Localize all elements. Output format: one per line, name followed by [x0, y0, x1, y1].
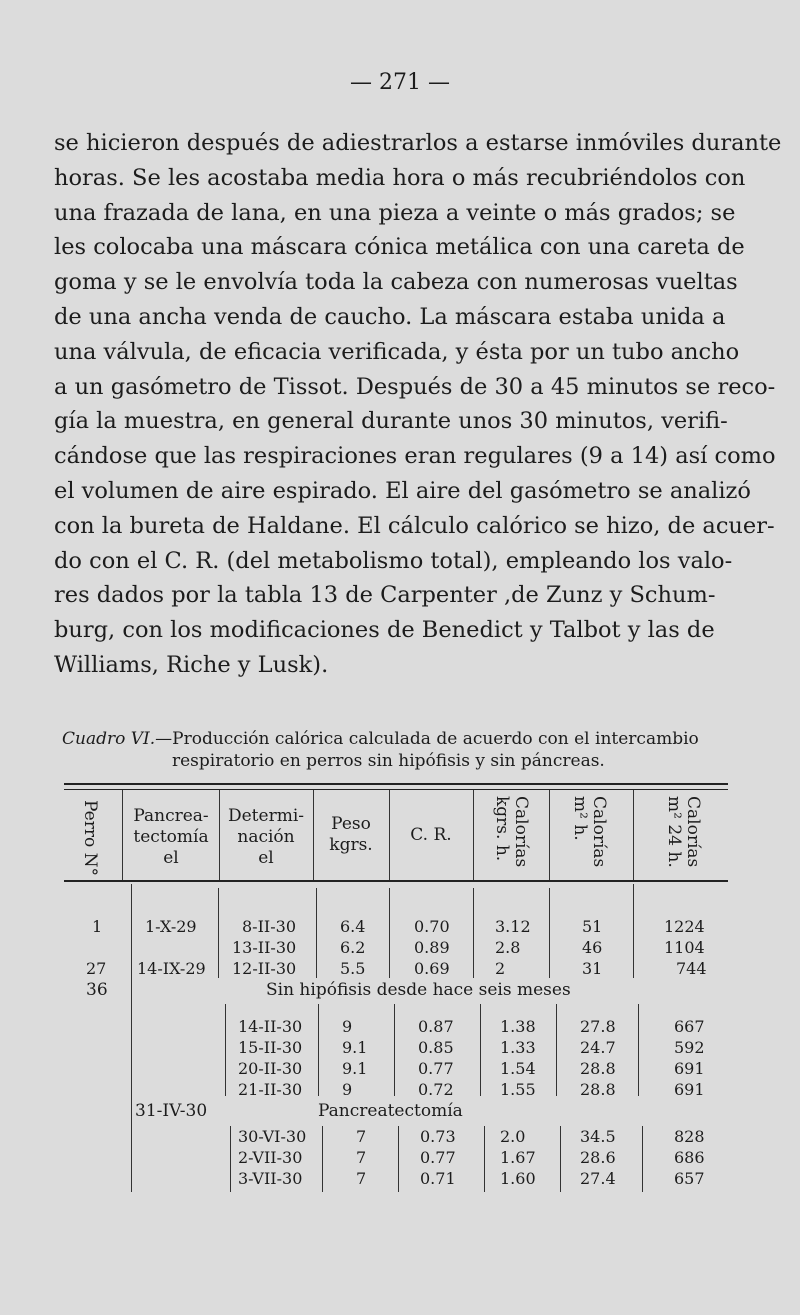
cell-cal-m2-24: 592 — [674, 1038, 705, 1057]
cell-peso: 9 — [342, 1017, 353, 1036]
column-divider — [473, 790, 474, 880]
cell-cal-m2: 46 — [582, 938, 603, 957]
note-sin-hipofisis: Sin hipófisis desde hace seis meses — [266, 980, 571, 1000]
column-divider — [638, 1004, 639, 1096]
cell-perro: 27 — [86, 959, 107, 978]
cell-cal-m2-24: 744 — [676, 959, 707, 978]
cell-peso: 7 — [356, 1148, 367, 1167]
column-divider — [549, 790, 550, 880]
cell-peso: 7 — [356, 1127, 367, 1146]
cell-peso: 6.4 — [340, 917, 366, 936]
cell-peso: 5.5 — [340, 959, 366, 978]
cell-cal-kgrs: 1.38 — [500, 1017, 536, 1036]
paragraph-line: horas. Se les acostaba media hora o más recubriéndolos con — [54, 164, 746, 191]
paragraph-line: una frazada de lana, en una pieza a veinte o más grados; se — [54, 199, 736, 226]
header-calorias-m2-24: Calorías m² 24 h. — [664, 796, 703, 868]
cell-cr: 0.87 — [418, 1017, 454, 1036]
cell-cr: 0.85 — [418, 1038, 454, 1057]
column-divider — [218, 888, 219, 978]
cell-cr: 0.89 — [414, 938, 450, 957]
column-divider — [394, 1004, 395, 1096]
column-divider — [642, 1126, 643, 1192]
cell-peso: 9 — [342, 1080, 353, 1099]
header-calorias-m2: Calorías m² h. — [570, 796, 609, 868]
paragraph-line: el volumen de aire espirado. El aire del gasómetro se analizó — [54, 477, 751, 504]
cell-cal-kgrs: 2.0 — [500, 1127, 526, 1146]
cell-cr: 0.77 — [420, 1148, 456, 1167]
caption-line-1: —Producción calórica calculada de acuerdo con el intercambio — [155, 729, 699, 749]
column-divider — [484, 1126, 485, 1192]
column-divider — [318, 1004, 319, 1096]
cell-det: 20-II-30 — [238, 1059, 303, 1078]
paragraph-line: una válvula, de eficacia verificada, y ésta por un tubo ancho — [54, 338, 740, 365]
cell-pancrea: 14-IX-29 — [137, 959, 206, 978]
column-divider — [633, 790, 634, 880]
cell-cal-m2-24: 657 — [674, 1169, 705, 1188]
cell-cal-m2-24: 1224 — [664, 917, 705, 936]
column-divider — [316, 888, 317, 978]
column-divider — [389, 888, 390, 978]
note-pancreatectomia: Pancreatectomía — [318, 1101, 463, 1121]
column-divider — [633, 884, 634, 978]
cell-cal-m2-24: 828 — [674, 1127, 705, 1146]
table-top-rule — [64, 783, 728, 785]
paragraph-line: a un gasómetro de Tissot. Después de 30 a 45 minutos se reco- — [54, 373, 776, 400]
cell-cr: 0.70 — [414, 917, 450, 936]
cell-det: 13-II-30 — [232, 938, 297, 957]
header-determinacion: Determi- nación el — [227, 806, 304, 868]
cell-peso: 7 — [356, 1169, 367, 1188]
cell-peso: 9.1 — [342, 1038, 368, 1057]
cell-cal-m2-24: 1104 — [664, 938, 705, 957]
cell-peso: 6.2 — [340, 938, 366, 957]
cell-cal-m2-24: 691 — [674, 1059, 705, 1078]
cell-cal-kgrs: 1.67 — [500, 1148, 536, 1167]
cell-det: 14-II-30 — [238, 1017, 303, 1036]
cell-cr: 0.71 — [420, 1169, 456, 1188]
cell-det: 21-II-30 — [238, 1080, 303, 1099]
paragraph-line: de una ancha venda de caucho. La máscara estaba unida a — [54, 303, 726, 330]
cell-cal-kgrs: 1.60 — [500, 1169, 536, 1188]
cell-cal-kgrs: 1.33 — [500, 1038, 536, 1057]
paragraph-line: con la bureta de Haldane. El cálculo calórico se hizo, de acuer- — [54, 512, 775, 539]
cell-cal-m2: 24.7 — [580, 1038, 616, 1057]
caption-label: Cuadro VI. — [62, 729, 156, 749]
column-divider — [549, 888, 550, 978]
header-cr: C. R. — [410, 825, 452, 845]
cell-cr: 0.72 — [418, 1080, 454, 1099]
cell-cal-m2: 34.5 — [580, 1127, 616, 1146]
column-divider — [560, 1126, 561, 1192]
header-pancreatectomia: Pancrea- tectomía el — [133, 806, 209, 868]
cell-cal-kgrs: 1.54 — [500, 1059, 536, 1078]
cell-cal-m2-24: 686 — [674, 1148, 705, 1167]
cell-det: 12-II-30 — [232, 959, 297, 978]
cell-peso: 9.1 — [342, 1059, 368, 1078]
table-top-rule-thin — [64, 789, 728, 790]
header-peso: Peso kgrs. — [329, 814, 373, 855]
cell-cal-m2: 28.6 — [580, 1148, 616, 1167]
paragraph-line: les colocaba una máscara cónica metálica con una careta de — [54, 234, 745, 261]
header-perro: Perro N° — [80, 800, 100, 877]
cell-cal-m2-24: 691 — [674, 1080, 705, 1099]
cell-cal-m2: 31 — [582, 959, 603, 978]
cell-cal-kgrs: 1.55 — [500, 1080, 536, 1099]
paragraph-line: do con el C. R. (del metabolismo total), empleando los valo- — [54, 547, 733, 574]
paragraph-line: gía la muestra, en general durante unos 30 minutos, verifi- — [54, 408, 728, 435]
cell-cal-m2-24: 667 — [674, 1017, 705, 1036]
header-calorias-kgrs: Calorías kgrs. h. — [492, 796, 531, 868]
column-divider — [473, 888, 474, 978]
page-number: — 271 — — [350, 70, 450, 95]
paragraph-line: se hicieron después de adiestrarlos a estarse inmóviles durante — [54, 130, 782, 156]
cell-perro-36: 36 — [86, 980, 108, 1000]
column-divider — [131, 884, 132, 1192]
column-divider — [322, 1126, 323, 1192]
caption-line-2: respiratorio en perros sin hipófisis y sin páncreas. — [172, 751, 605, 771]
cell-det: 2-VII-30 — [238, 1148, 303, 1167]
paragraph-line: cándose que las respiraciones eran regulares (9 a 14) así como — [54, 443, 776, 470]
cell-det: 15-II-30 — [238, 1038, 303, 1057]
cell-det: 3-VII-30 — [238, 1169, 303, 1188]
cell-pancrea-date: 31-IV-30 — [135, 1101, 208, 1121]
cell-cal-kgrs: 3.12 — [495, 917, 531, 936]
column-divider — [230, 1126, 231, 1192]
paragraph-line: burg, con los modificaciones de Benedict y Talbot y las de — [54, 617, 715, 644]
cell-cr: 0.69 — [414, 959, 450, 978]
column-divider — [225, 1004, 226, 1096]
cell-cal-m2: 28.8 — [580, 1059, 616, 1078]
table-header-rule — [64, 880, 728, 882]
cell-cal-m2: 28.8 — [580, 1080, 616, 1099]
column-divider — [398, 1126, 399, 1192]
cell-cal-kgrs: 2 — [495, 959, 506, 978]
cell-cal-m2: 51 — [582, 917, 603, 936]
body-paragraph — [54, 126, 782, 683]
cell-det: 30-VI-30 — [238, 1127, 307, 1146]
column-divider — [480, 1004, 481, 1096]
paragraph-line: goma y se le envolvía toda la cabeza con numerosas vueltas — [54, 269, 738, 296]
column-divider — [556, 1004, 557, 1096]
cell-cr: 0.73 — [420, 1127, 456, 1146]
cell-cal-m2: 27.4 — [580, 1169, 616, 1188]
cell-det: 8-II-30 — [242, 917, 296, 936]
cell-perro: 1 — [92, 917, 103, 936]
table-caption — [62, 728, 732, 772]
cell-cr: 0.77 — [418, 1059, 454, 1078]
paragraph-line: Williams, Riche y Lusk). — [54, 651, 329, 678]
cell-cal-kgrs: 2.8 — [495, 938, 521, 957]
cell-cal-m2: 27.8 — [580, 1017, 616, 1036]
cell-pancrea: 1-X-29 — [145, 917, 197, 936]
paragraph-line: res dados por la tabla 13 de Carpenter ,de Zunz y Schum- — [54, 582, 716, 609]
